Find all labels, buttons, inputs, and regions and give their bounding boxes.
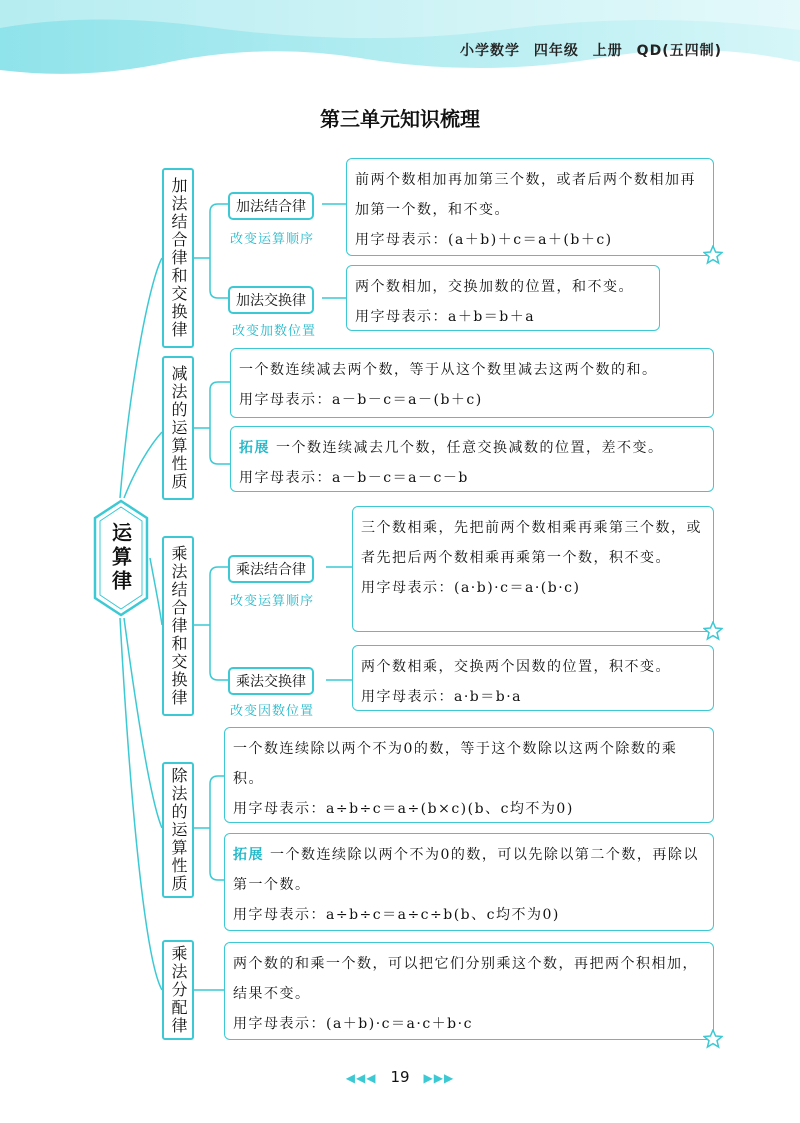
law-addition-associative: 加法结合律	[228, 192, 314, 220]
branch-label: 除法的运算性质	[169, 767, 188, 893]
header-meta: 小学数学 四年级 上册 QD(五四制)	[460, 43, 722, 59]
left-arrows-icon: ◀◀◀	[345, 1071, 377, 1085]
page-number: 19	[390, 1068, 410, 1086]
box-addition-associative	[346, 158, 714, 256]
rule-text: 两个数的和乘一个数，可以把它们分别乘这个数，再把两个积相加，结果不变。	[233, 956, 698, 1002]
box-distributive-law	[224, 942, 714, 1040]
root-label: 运算律	[108, 522, 133, 594]
branch-subtraction-property	[162, 356, 194, 500]
rule-formula: 用字母表示：a－b－c＝a－(b＋c)	[239, 392, 483, 408]
rule-text: 一个数连续减去两个数，等于从这个数里减去这两个数的和。	[239, 362, 658, 378]
law-multiplication-commutative: 乘法交换律	[228, 667, 314, 695]
rule-text: 一个数连续除以两个不为0的数，等于这个数除以这两个除数的乘积。	[233, 741, 678, 787]
rule-formula: 用字母表示：(a·b)·c＝a·(b·c)	[361, 580, 581, 596]
rule-formula: 用字母表示：a÷b÷c＝a÷(b×c)(b、c均不为0)	[233, 801, 574, 817]
rule-text: 前两个数相加再加第三个数，或者后两个数相加再加第一个数，和不变。	[355, 172, 696, 218]
page-footer	[0, 1068, 800, 1086]
branch-label: 乘法分配律	[169, 945, 188, 1035]
box-subtraction-extension	[230, 426, 714, 492]
rule-formula: 用字母表示：(a＋b)＋c＝a＋(b＋c)	[355, 232, 613, 248]
root-node	[92, 498, 150, 618]
hint-multiplication-associative: 改变运算顺序	[230, 594, 315, 609]
box-addition-commutative	[346, 265, 660, 331]
rule-text: 两个数相乘，交换两个因数的位置，积不变。	[361, 659, 671, 675]
rule-formula: 用字母表示：(a＋b)·c＝a·c＋b·c	[233, 1016, 473, 1032]
branch-multiplication-laws	[162, 536, 194, 716]
box-multiplication-associative	[352, 506, 714, 632]
star-icon	[703, 1029, 723, 1049]
branch-label: 加法结合律和交换律	[169, 177, 188, 339]
rule-formula: 用字母表示：a－b－c＝a－c－b	[239, 470, 469, 486]
rule-text: 一个数连续除以两个不为0的数，可以先除以第二个数，再除以第一个数。	[233, 847, 699, 893]
rule-formula: 用字母表示：a÷b÷c＝a÷c÷b(b、c均不为0)	[233, 907, 560, 923]
box-division-extension	[224, 833, 714, 931]
hint-addition-associative: 改变运算顺序	[230, 232, 315, 247]
extension-tag: 拓展	[239, 440, 270, 456]
box-division-rule	[224, 727, 714, 823]
extension-tag: 拓展	[233, 847, 264, 863]
rule-text: 两个数相加，交换加数的位置，和不变。	[355, 279, 634, 295]
branch-label: 乘法结合律和交换律	[169, 545, 188, 707]
rule-formula: 用字母表示：a＋b＝b＋a	[355, 309, 536, 325]
right-arrows-icon: ▶▶▶	[423, 1071, 455, 1085]
page-title: 第三单元知识梳理	[320, 107, 480, 131]
branch-distributive-law	[162, 940, 194, 1040]
branch-division-property	[162, 762, 194, 898]
star-icon	[703, 621, 723, 641]
box-subtraction-rule	[230, 348, 714, 418]
branch-addition-laws	[162, 168, 194, 348]
rule-text: 三个数相乘，先把前两个数相乘再乘第三个数，或者先把后两个数相乘再乘第一个数，积不变。	[361, 520, 702, 566]
box-multiplication-commutative	[352, 645, 714, 711]
hint-addition-commutative: 改变加数位置	[232, 324, 317, 339]
star-icon	[703, 245, 723, 265]
branch-label: 减法的运算性质	[169, 365, 188, 491]
rule-formula: 用字母表示：a·b＝b·a	[361, 689, 523, 705]
rule-text: 一个数连续减去几个数，任意交换减数的位置，差不变。	[276, 440, 664, 456]
law-addition-commutative: 加法交换律	[228, 286, 314, 314]
law-multiplication-associative: 乘法结合律	[228, 555, 314, 583]
hint-multiplication-commutative: 改变因数位置	[230, 704, 315, 719]
